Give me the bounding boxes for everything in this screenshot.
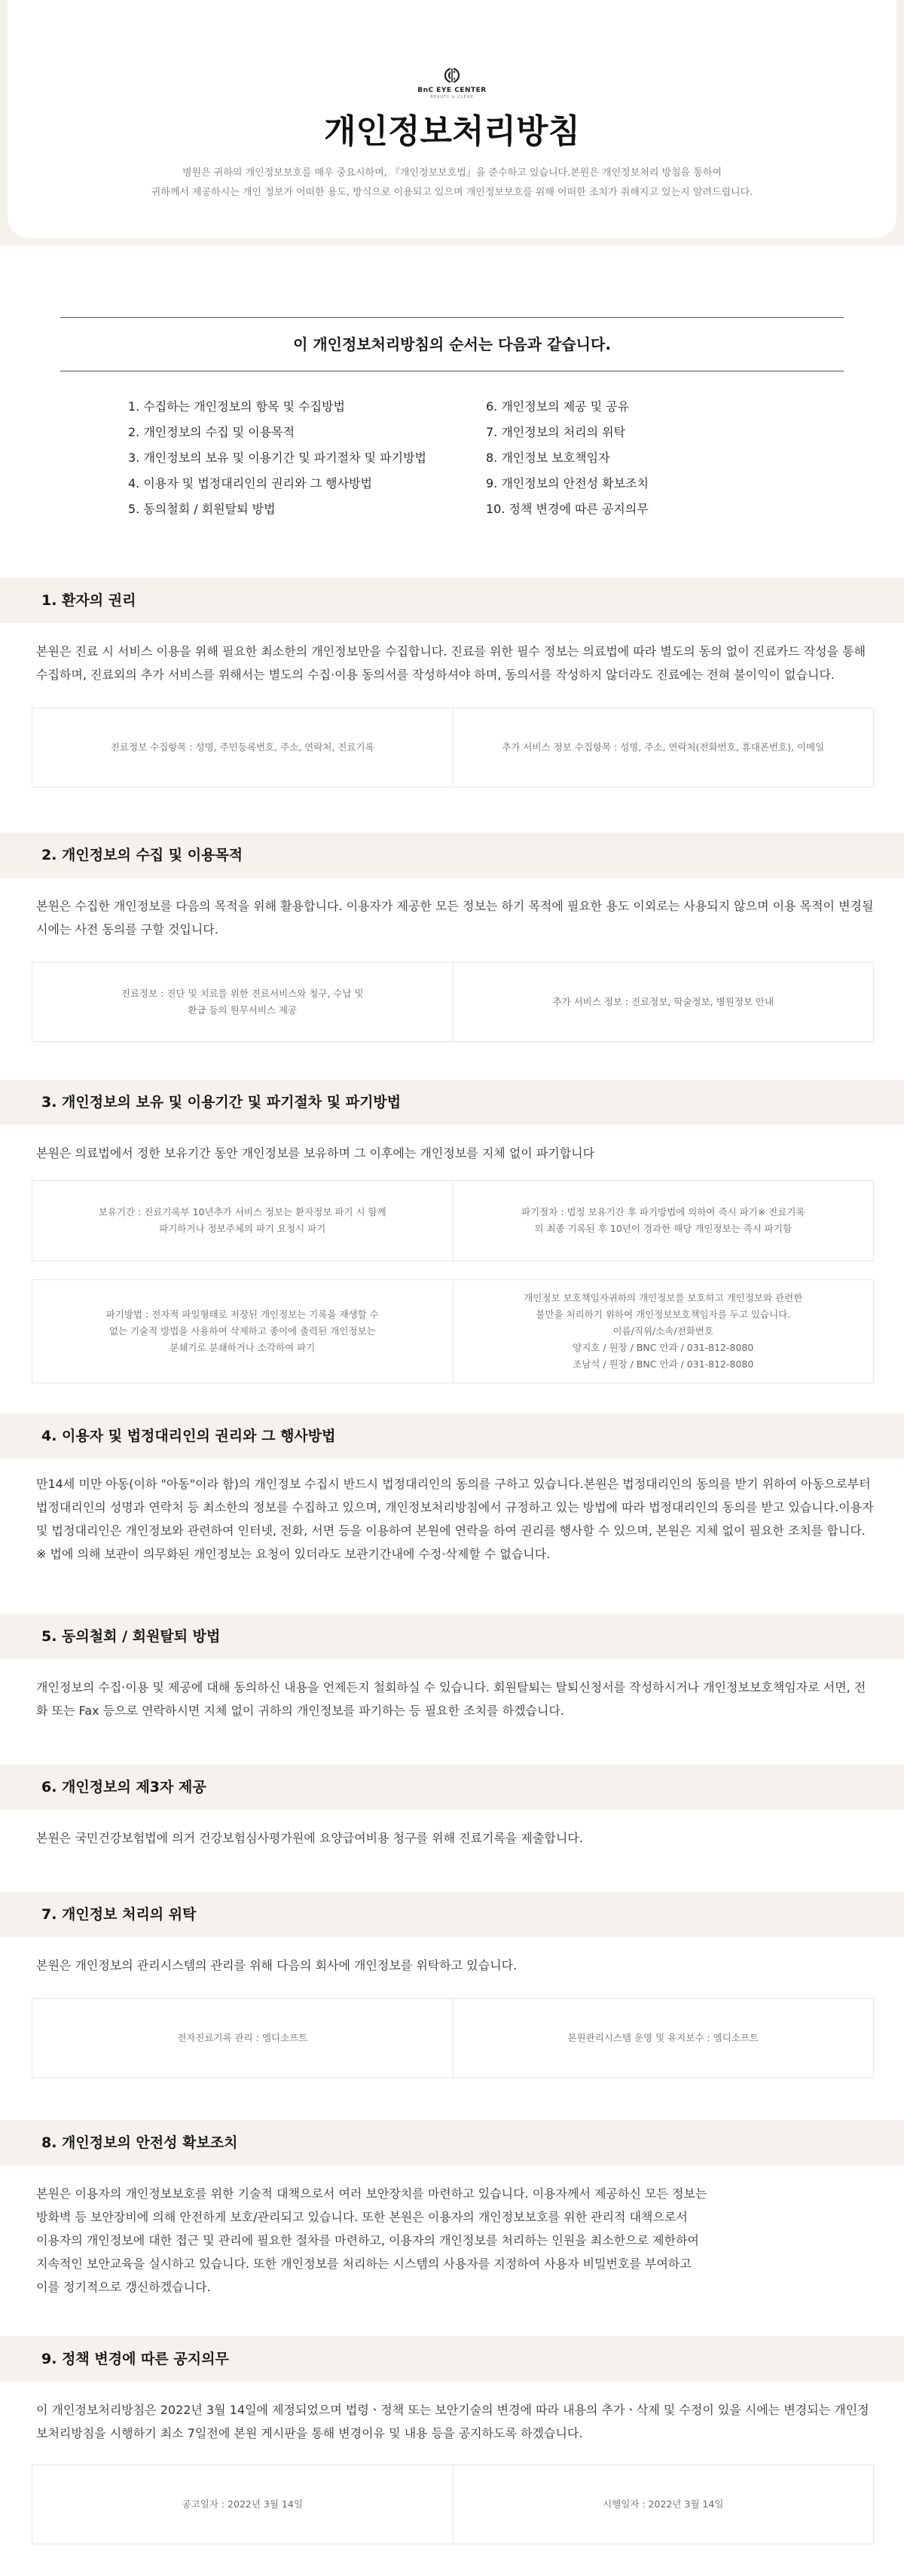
info-box-line: 개인정보 보호책임자귀하의 개인정보를 보호하고 개인정보와 관련한: [524, 1292, 803, 1303]
section-heading: 7. 개인정보 처리의 위탁: [0, 1892, 904, 1937]
page-title: 개인정보처리방침: [323, 112, 581, 151]
info-box: [32, 1181, 453, 1260]
section-heading: 3. 개인정보의 보유 및 이용기간 및 파기절차 및 파기방법: [0, 1080, 904, 1125]
section-body: [0, 1937, 904, 2078]
section-text-line: 이용자의 개인정보에 대한 접근 및 관리에 필요한 절차를 마련하고, 이용자의 개인정보를 처리하는 인원을 최소한으로 제한하여: [36, 2233, 700, 2248]
table-of-contents: [60, 246, 844, 522]
toc-column-right: [486, 394, 844, 522]
toc-item[interactable]: 4. 이용자 및 법정대리인의 권리와 그 행사방법: [128, 476, 372, 490]
info-box-row: [32, 707, 874, 787]
section-policy-changes: [0, 2336, 904, 2544]
section-heading: 5. 동의철회 / 회원탈퇴 방법: [0, 1614, 904, 1659]
info-box-line: 파기방법 : 전자적 파일형태로 저장된 개인정보는 기록을 재생할 수: [105, 1309, 379, 1320]
info-box-line: 불만을 처리하기 위하여 개인정보보호책임자를 두고 있습니다.: [536, 1309, 791, 1320]
info-box-row: [32, 962, 874, 1042]
section-user-rights: [0, 1413, 904, 1566]
info-box-line: 파기절차 : 법정 보유기간 후 파기방법에 의하여 즉시 파기※ 진료기록: [521, 1206, 805, 1218]
section-heading: 9. 정책 변경에 따른 공지의무: [0, 2336, 904, 2382]
info-box: [453, 1280, 874, 1383]
toc-item[interactable]: 10. 정책 변경에 따른 공지의무: [486, 502, 649, 516]
info-box: 추가 서비스 정보 수집항목 : 성명, 주소, 연락처(전화번호, 휴대폰번호), 이메일: [453, 708, 874, 787]
section-patient-rights: [0, 578, 904, 787]
info-box-line: 의 최종 기록된 후 10년이 경과한 해당 개인정보는 즉시 파기함: [534, 1223, 792, 1234]
info-box: 추가 서비스 정보 : 진료정보, 학술정보, 병원정보 안내: [453, 963, 874, 1041]
section-heading: 8. 개인정보의 안전성 확보조치: [0, 2120, 904, 2165]
section-retention: [0, 1080, 904, 1383]
description-line: 귀하께서 제공하시는 개인 정보가 어떠한 용도, 방식으로 이용되고 있으며 개인정보보호를 위해 어떠한 조치가 취해지고 있는지 알려드립니다.: [151, 187, 753, 198]
toc-item[interactable]: 5. 동의철회 / 회원탈퇴 방법: [128, 502, 276, 516]
toc-item[interactable]: 6. 개인정보의 제공 및 공유: [486, 399, 630, 414]
section-withdrawal: [0, 1614, 904, 1722]
info-box-row: [32, 1279, 874, 1383]
logo-subtext: BEAUTY & CLEAR: [430, 95, 474, 99]
info-box-line: 진료정보 : 진단 및 치료를 위한 진료서비스와 청구, 수납 및: [121, 988, 364, 999]
section-outsourcing: [0, 1892, 904, 2078]
section-body: [0, 878, 904, 1042]
section-text: 본원은 의료법에서 정한 보유기간 동안 개인정보를 보유하며 그 이후에는 개인정보를 지체 없이 파기합니다: [36, 1146, 595, 1160]
toc-title: 이 개인정보처리방침의 순서는 다음과 같습니다.: [293, 335, 611, 353]
logo-text: BnC EYE CENTER: [417, 87, 487, 94]
header-card: [8, 0, 896, 238]
description-line: 병원은 귀하의 개인정보보호를 매우 중요시하며, 『개인정보보호법』을 준수하고 있습니다.본원은 개인정보처리 방침을 통하여: [182, 167, 722, 179]
section-text-line: 이를 정기적으로 갱신하겠습니다.: [36, 2280, 211, 2294]
section-body: [0, 623, 904, 787]
info-box: [32, 963, 453, 1041]
section-text: 본원은 수집한 개인정보를 다음의 목적을 위해 활용합니다. 이용자가 제공한 모든 정보는 하기 목적에 필요한 용도 이외로는 사용되지 않으며 이용 목적이 변경될 시에는 사전 동의를 구할 것입니다.: [36, 899, 874, 937]
section-text: 본원은 진료 시 서비스 이용을 위해 필요한 최소한의 개인정보만을 수집합니다. 진료를 위한 필수 정보는 의료법에 따라 별도의 동의 없이 진료카드 작성을 통해 수집하며, 진료외의 추가 서비스를 위해서는 별도의 수집·이용 동의서를 작성하셔야 하며, 동의서를 작성하지 않더라도 진료에는 전혀 불이익이 없습니다.: [36, 644, 866, 682]
header-wrapper: [0, 0, 904, 246]
section-text: 이 개인정보처리방침은 2022년 3월 14일에 제정되었으며 법령ㆍ정책 또는 보안기술의 변경에 따라 내용의 추가ㆍ삭제 및 수정이 있을 시에는 변경되는 개인정보처리방침을 시행하기 최소 7일전에 본원 게시판을 통해 변경이유 및 내용 등을 공지하도록 하겠습니다.: [36, 2403, 869, 2440]
section-security: [0, 2120, 904, 2299]
info-box: 시행일자 : 2022년 3월 14일: [453, 2465, 874, 2544]
info-box-line: 조남석 / 원장 / BNC 안과 / 031-812-8080: [573, 1358, 754, 1370]
toc-item[interactable]: 8. 개인정보 보호책임자: [486, 451, 610, 465]
section-body: [0, 1659, 904, 1722]
info-box-line: 없는 기술적 방법을 사용하여 삭제하고 종이에 출력된 개인정보는: [108, 1325, 376, 1337]
section-text: 본원은 국민건강보험법에 의거 건강보험심사평가원에 요양급여비용 청구를 위해 진료기록을 제출합니다.: [36, 1831, 583, 1845]
info-box: 공고일자 : 2022년 3월 14일: [182, 2498, 303, 2510]
section-heading: 2. 개인정보의 수집 및 이용목적: [0, 833, 904, 878]
section-text: [36, 2165, 874, 2299]
info-box-line: 보유기간 : 진료기록부 10년추가 서비스 정보는 환자정보 파기 시 함께: [98, 1206, 386, 1218]
info-box-row: [32, 1998, 874, 2078]
section-heading: 4. 이용자 및 법정대리인의 권리와 그 행사방법: [0, 1413, 904, 1459]
info-box: [32, 1280, 453, 1383]
section-text: 만14세 미만 아동(이하 "아동"이라 함)의 개인정보 수집시 반드시 법정대리인의 동의를 구하고 있습니다.본원은 법정대리인의 동의를 받기 위하여 아동으로부터 법정대리인의 성명과 연락처 등 최소한의 정보를 수집하고 있으며, 개인정보처리방침에서 규정하고 있는 방법에 따라 법정대리인의 동의를 받고 있습니다.이용자 및 법정대리인은 개인정보와 관련하여 인터넷, 전화, 서면 등을 이용하여 본원에 연락을 하여 권리를 행사할 수 있으며, 본원은 지체 없이 필요한 조치를 합니다.: [36, 1477, 874, 1538]
section-text: 본원은 개인정보의 관리시스템의 관리를 위해 다음의 회사에 개인정보를 위탁하고 있습니다.: [36, 1958, 518, 1972]
info-box-line: 이름/직위/소속/전화번호: [612, 1325, 713, 1337]
section-body: [0, 1459, 904, 1566]
info-box: 진료정보 수집항목 : 성명, 주민등록번호, 주소, 연락처, 진료기록: [110, 741, 374, 753]
toc-item[interactable]: 2. 개인정보의 수집 및 이용목적: [128, 425, 295, 439]
section-text-line: 본원은 이용자의 개인정보보호를 위한 기술적 대책으로서 여러 보안장치를 마련하고 있습니다. 이용자께서 제공하신 모든 정보는: [36, 2186, 707, 2201]
logo[interactable]: [8, 66, 896, 99]
section-text-line: 지속적인 보안교육을 실시하고 있습니다. 또한 개인정보를 처리하는 시스템의 사용자를 지정하여 사용자 비밀번호를 부여하고: [36, 2257, 692, 2271]
toc-item[interactable]: 3. 개인정보의 보유 및 이용기간 및 파기절차 및 파기방법: [128, 451, 426, 465]
section-text: 개인정보의 수집·이용 및 제공에 대해 동의하신 내용을 언제든지 철회하실 수 있습니다. 회원탈퇴는 탈퇴신청서를 작성하시거나 개인정보보호책임자로 서면, 전화 또는 Fax 등으로 연락하시면 지체 없이 귀하의 개인정보를 파기하는 등 필요한 조치를 하겠습니다.: [36, 1680, 866, 1718]
info-box-row: [32, 2464, 874, 2544]
info-box-line: 양지호 / 원장 / BNC 안과 / 031-812-8080: [573, 1342, 754, 1353]
section-body: [0, 1125, 904, 1383]
toc-item[interactable]: 9. 개인정보의 안전성 확보조치: [486, 476, 649, 490]
section-text-line: 방화벽 등 보안장비에 의해 안전하게 보호/관리되고 있습니다. 또한 본원은 이용자의 개인정보보호를 위한 관리적 대책으로서: [36, 2210, 688, 2224]
info-box: [453, 1181, 874, 1260]
section-heading: 6. 개인정보의 제3자 제공: [0, 1765, 904, 1810]
logo-mark-icon: [444, 66, 460, 84]
page-description: [113, 163, 791, 203]
section-body: [0, 2165, 904, 2299]
info-box-line: 파기하거나 정보주체의 파기 요청시 파기: [159, 1223, 326, 1234]
toc-column-left: [128, 394, 486, 522]
section-note: ※ 법에 의해 보관이 의무화된 개인정보는 요청이 있더라도 보관기간내에 수정·삭제할 수 없습니다.: [36, 1547, 551, 1561]
toc-list: [60, 371, 844, 522]
section-heading: 1. 환자의 권리: [0, 578, 904, 623]
section-body: [0, 2382, 904, 2544]
section-third-party: [0, 1765, 904, 1850]
info-box-line: 분쇄기로 분쇄하거나 소각하여 파기: [170, 1342, 316, 1353]
info-box-row: [32, 1180, 874, 1261]
section-body: [0, 1810, 904, 1850]
section-collection-purpose: [0, 833, 904, 1042]
toc-item[interactable]: 1. 수집하는 개인정보의 항목 및 수집방법: [128, 399, 345, 414]
toc-item[interactable]: 7. 개인정보의 처리의 위탁: [486, 425, 626, 439]
info-box: 전자진료기록 관리 : 엠디소프트: [177, 2032, 308, 2043]
info-box: 본원관리시스템 운영 및 유지보수 : 엠디소프트: [453, 1999, 874, 2077]
info-box-line: 환급 등의 원무서비스 제공: [188, 1004, 298, 1016]
